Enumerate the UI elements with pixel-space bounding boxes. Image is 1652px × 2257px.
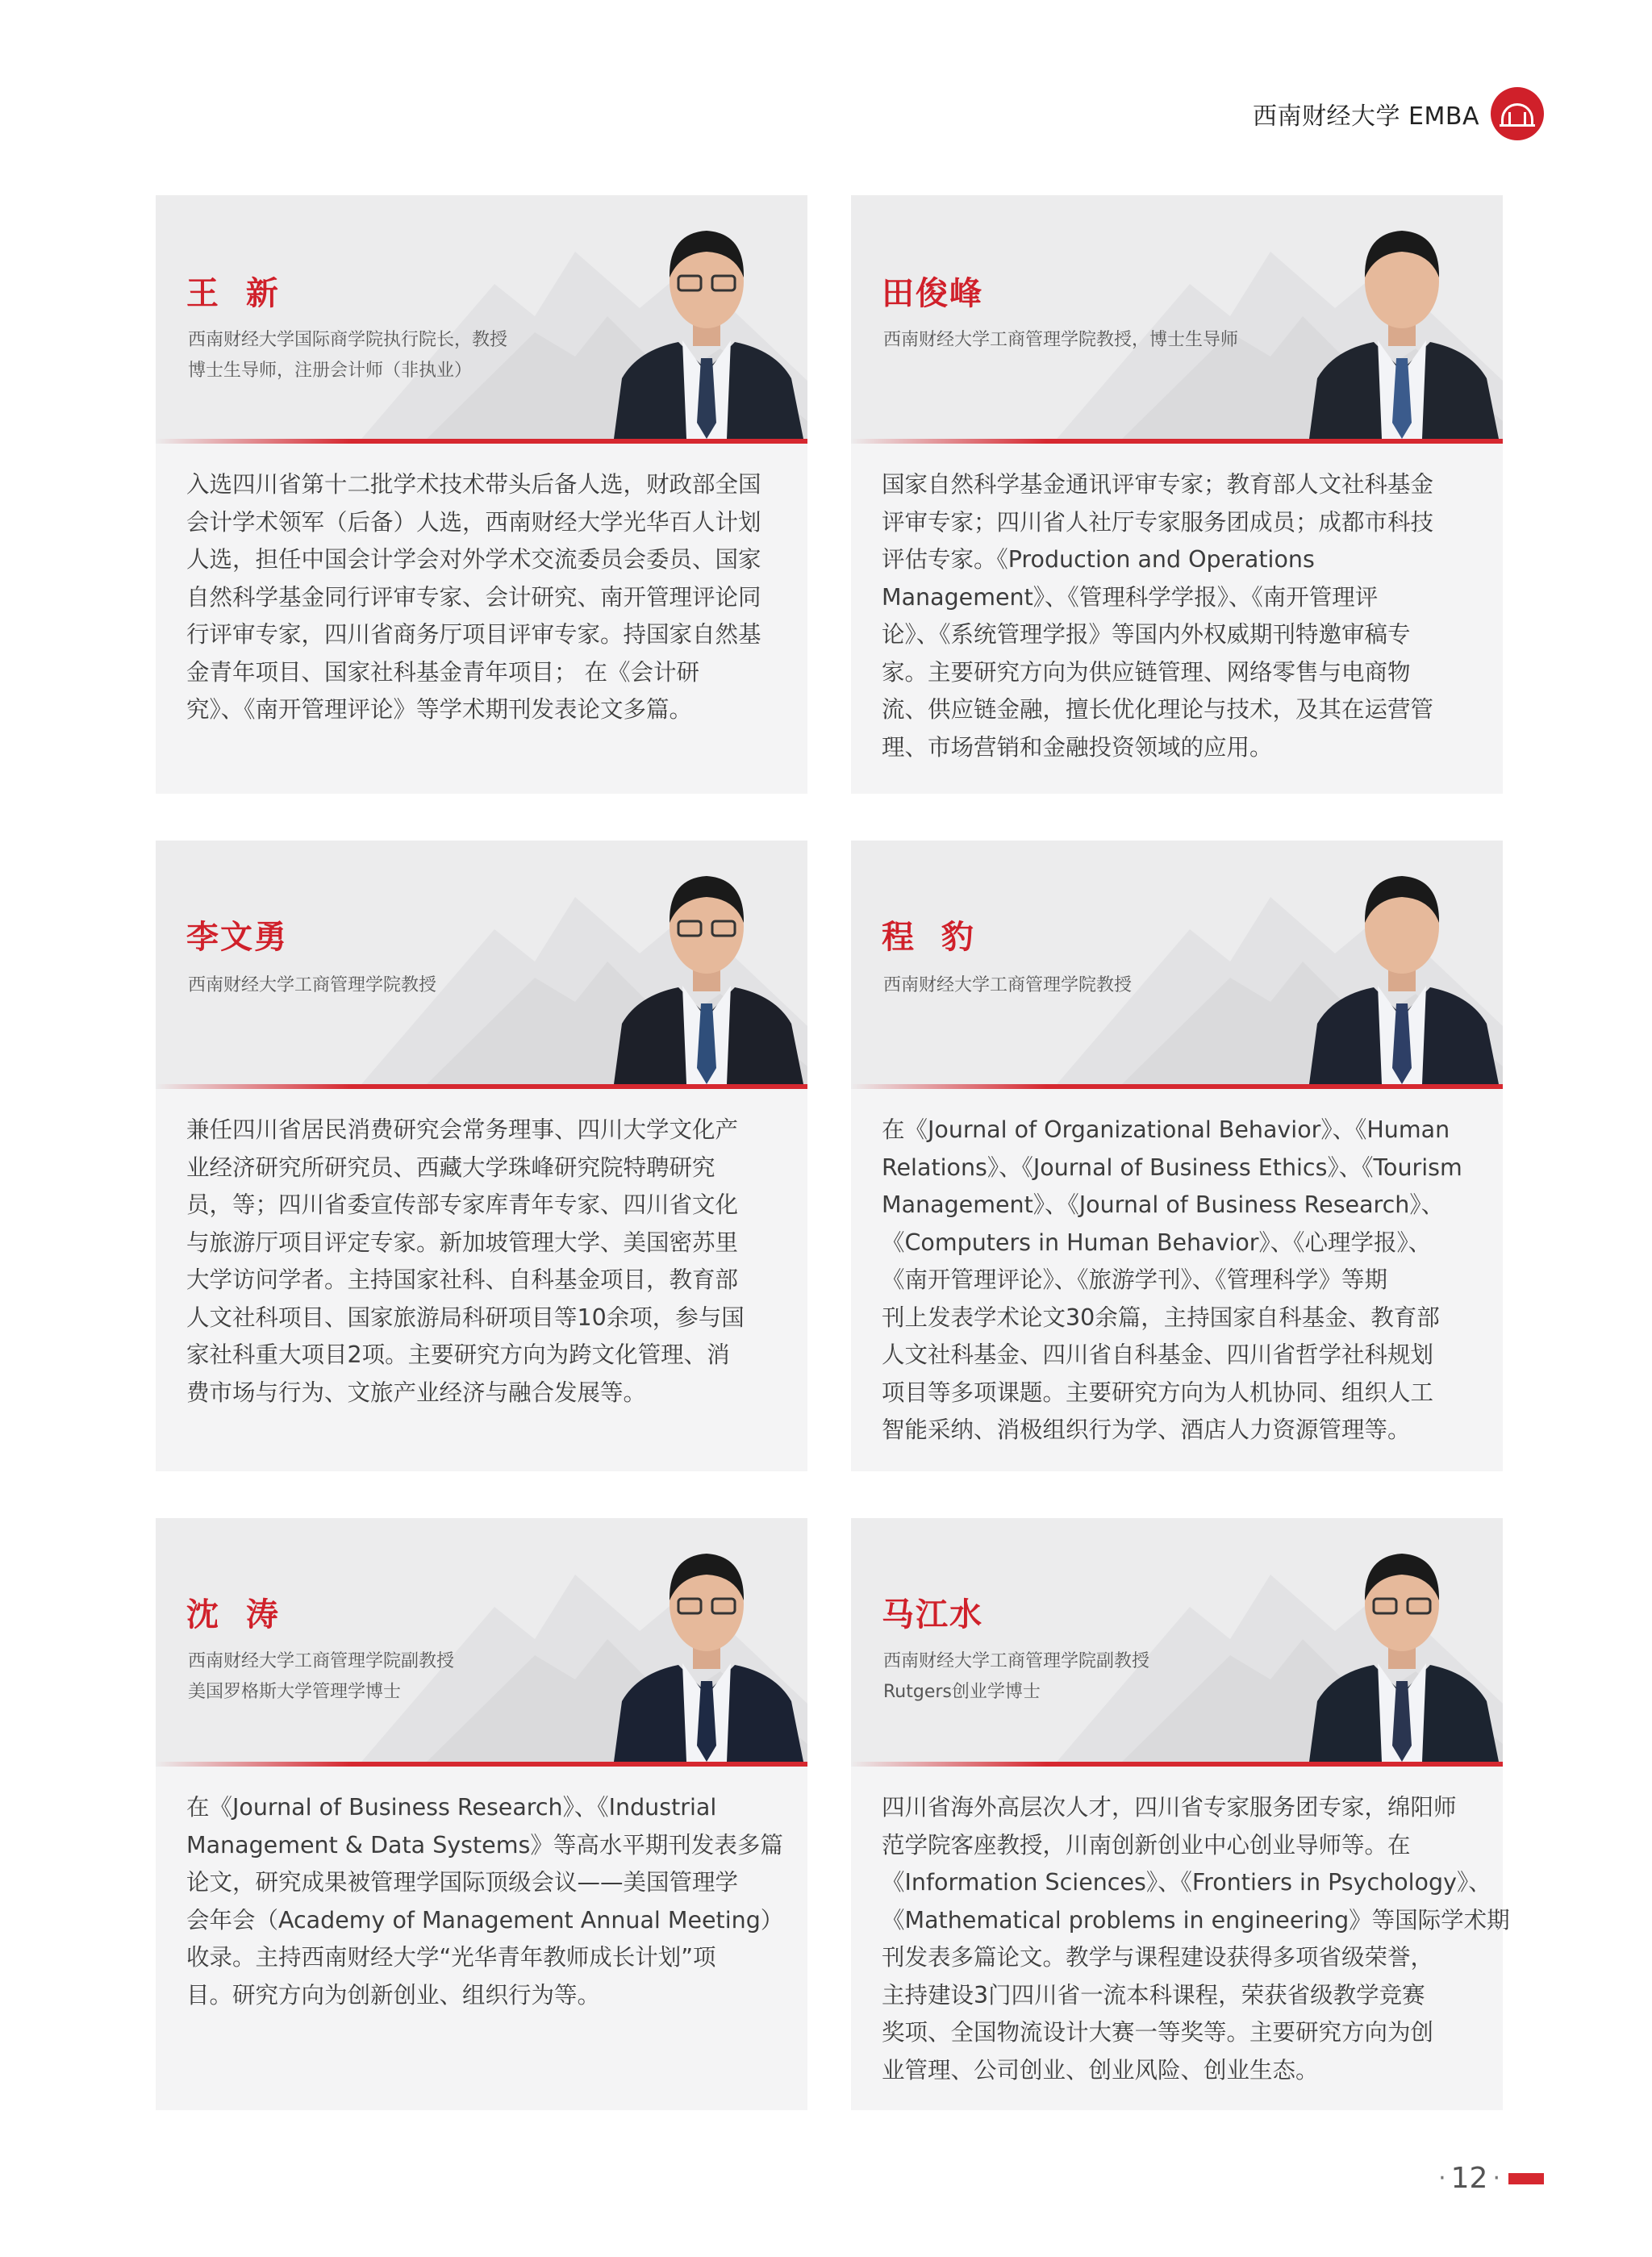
faculty-title: 西南财经大学工商管理学院教授，博士生导师 (883, 330, 1239, 350)
bio-line: 论文，研究成果被管理学国际顶级会议——美国管理学 (186, 1869, 739, 1896)
faculty-portrait-photo (606, 1528, 807, 1762)
bio-line: 在《Journal of Organizational Behavior》、《Human (882, 1116, 1450, 1143)
bio-line: 业管理、公司创业、创业风险、创业生态。 (882, 2056, 1319, 2084)
faculty-name: 王 新 (186, 275, 280, 312)
card-header (156, 841, 807, 1089)
bio-line: 自然科学基金同行评审专家、会计研究、南开管理评论同 (186, 583, 761, 611)
bio-line: 刊上发表学术论文30余篇，主持国家自科基金、教育部 (882, 1304, 1440, 1331)
bio-line: 入选四川省第十二批学术技术带头后备人选，财政部全国 (186, 471, 761, 498)
page-footer: · 12 · (1438, 2162, 1544, 2195)
brand-title: 西南财经大学 EMBA (1253, 102, 1479, 131)
bio-line: 《南开管理评论》、《旅游学刊》、《管理科学》等期 (882, 1266, 1388, 1293)
faculty-bio (186, 1112, 778, 1412)
bio-line: 究》、《南开管理评论》等学术期刊发表论文多篇。 (186, 696, 693, 723)
faculty-portrait-photo (1301, 1528, 1503, 1762)
faculty-bio (882, 1112, 1474, 1450)
bio-line: 刊发表多篇论文。教学与课程建设获得多项省级荣誉， (882, 1944, 1434, 1971)
faculty-name: 李文勇 (186, 919, 288, 956)
bio-line: 在《Journal of Business Research》、《Industrial (186, 1794, 717, 1821)
bio-line: 《Computers in Human Behavior》、《心理学报》、 (882, 1229, 1432, 1256)
faculty-bio (186, 466, 778, 729)
accent-divider (851, 1084, 1503, 1089)
faculty-name: 沈 涛 (186, 1596, 280, 1633)
bio-line: 评审专家；四川省人社厅专家服务团成员；成都市科技 (882, 508, 1434, 536)
accent-divider (851, 1762, 1503, 1767)
bio-line: 大学访问学者。主持国家社科、自科基金项目，教育部 (186, 1266, 739, 1293)
faculty-card (851, 1518, 1510, 2110)
faculty-bio (186, 1789, 784, 2014)
bio-line: 国家自然科学基金通讯评审专家；教育部人文社科基金 (882, 471, 1434, 498)
card-header (156, 195, 807, 444)
bio-line: Management》、《Journal of Business Research》、 (882, 1191, 1445, 1218)
faculty-name: 田俊峰 (882, 275, 983, 312)
bio-line: 项目等多项课题。主要研究方向为人机协同、组织人工 (882, 1379, 1434, 1406)
faculty-name: 马江水 (882, 1596, 983, 1633)
faculty-portrait-photo (1301, 205, 1503, 439)
card-header (851, 1518, 1503, 1767)
bio-line: 主持建设3门四川省一流本科课程，荣获省级教学竞赛 (882, 1981, 1425, 2009)
faculty-title: 博士生导师，注册会计师（非执业） (188, 361, 473, 381)
faculty-title: 西南财经大学工商管理学院副教授 (883, 1651, 1150, 1671)
faculty-title: 西南财经大学工商管理学院教授 (883, 975, 1133, 995)
bio-line: 员，等；四川省委宣传部专家库青年专家、四川省文化 (186, 1191, 739, 1218)
faculty-portrait-photo (606, 850, 807, 1084)
faculty-title: 西南财经大学国际商学院执行院长，教授 (188, 330, 508, 350)
faculty-bio (882, 1789, 1510, 2089)
bio-line: 论》、《系统管理学报》等国内外权威期刊特邀审稿专 (882, 621, 1411, 648)
bio-line: 目。研究方向为创新创业、组织行为等。 (186, 1981, 601, 2009)
card-header (851, 195, 1503, 444)
bio-line: 金青年项目、国家社科基金青年项目； 在《会计研 (186, 658, 700, 686)
university-gate-logo (1491, 87, 1544, 140)
page-header (1253, 87, 1544, 140)
faculty-name: 程 豹 (882, 919, 975, 956)
faculty-title: Rutgers创业学博士 (883, 1682, 1041, 1702)
bio-line: 人选，担任中国会计学会对外学术交流委员会委员、国家 (186, 546, 761, 573)
bio-line: 兼任四川省居民消费研究会常务理事、四川大学文化产 (186, 1116, 739, 1143)
bio-line: 会年会（Academy of Management Annual Meeting） (186, 1906, 784, 1934)
faculty-title: 西南财经大学工商管理学院副教授 (188, 1651, 455, 1671)
bio-line: 费市场与行为、文旅产业经济与融合发展等。 (186, 1379, 647, 1406)
faculty-card (156, 841, 807, 1471)
bio-line: 理、市场营销和金融投资领域的应用。 (882, 733, 1273, 761)
card-header (156, 1518, 807, 1767)
faculty-title: 西南财经大学工商管理学院教授 (188, 975, 437, 995)
bio-line: 《Information Sciences》、《Frontiers in Psychology》、 (882, 1869, 1491, 1896)
faculty-portrait-photo (1301, 850, 1503, 1084)
bio-line: Relations》、《Journal of Business Ethics》、《Tourism (882, 1154, 1462, 1181)
bio-line: 人文社科项目、国家旅游局科研项目等10余项，参与国 (186, 1304, 745, 1331)
faculty-title: 美国罗格斯大学管理学博士 (188, 1682, 402, 1702)
bio-line: 人文社科基金、四川省自科基金、四川省哲学社科规划 (882, 1341, 1434, 1368)
faculty-card (156, 195, 807, 794)
accent-divider (851, 439, 1503, 444)
accent-divider (156, 439, 807, 444)
faculty-card (156, 1518, 807, 2110)
bio-line: 流、供应链金融，擅长优化理论与技术，及其在运营管 (882, 696, 1434, 723)
bio-line: 家。主要研究方向为供应链管理、网络零售与电商物 (882, 658, 1411, 686)
faculty-card (851, 841, 1503, 1471)
bio-line: Management》、《管理科学学报》、《南开管理评 (882, 583, 1379, 611)
accent-divider (156, 1762, 807, 1767)
bio-line: 范学院客座教授，川南创新创业中心创业导师等。在 (882, 1831, 1411, 1859)
card-header (851, 841, 1503, 1089)
bio-line: 四川省海外高层次人才，四川省专家服务团专家，绵阳师 (882, 1794, 1457, 1821)
bio-line: 与旅游厅项目评定专家。新加坡管理大学、美国密苏里 (186, 1229, 739, 1256)
bio-line: 收录。主持西南财经大学“光华青年教师成长计划”项 (186, 1944, 716, 1971)
bio-line: 《Mathematical problems in engineering》等国际学术期 (882, 1906, 1510, 1934)
bio-line: 家社科重大项目2项。主要研究方向为跨文化管理、消 (186, 1341, 730, 1368)
faculty-card (851, 195, 1503, 794)
faculty-portrait-photo (606, 205, 807, 439)
bio-line: 智能采纳、消极组织行为学、酒店人力资源管理等。 (882, 1416, 1411, 1443)
bio-line: 行评审专家，四川省商务厅项目评审专家。持国家自然基 (186, 621, 761, 648)
bio-line: Management & Data Systems》等高水平期刊发表多篇 (186, 1831, 783, 1859)
faculty-bio (882, 466, 1474, 766)
accent-divider (156, 1084, 807, 1089)
bio-line: 评估专家。《Production and Operations (882, 546, 1315, 573)
page-number: 12 (1450, 2162, 1488, 2195)
bio-line: 会计学术领军（后备）人选，西南财经大学光华百人计划 (186, 508, 761, 536)
bio-line: 奖项、全国物流设计大赛一等奖等。主要研究方向为创 (882, 2019, 1434, 2046)
page-accent-bar (1508, 2173, 1544, 2184)
bio-line: 业经济研究所研究员、西藏大学珠峰研究院特聘研究 (186, 1154, 715, 1181)
